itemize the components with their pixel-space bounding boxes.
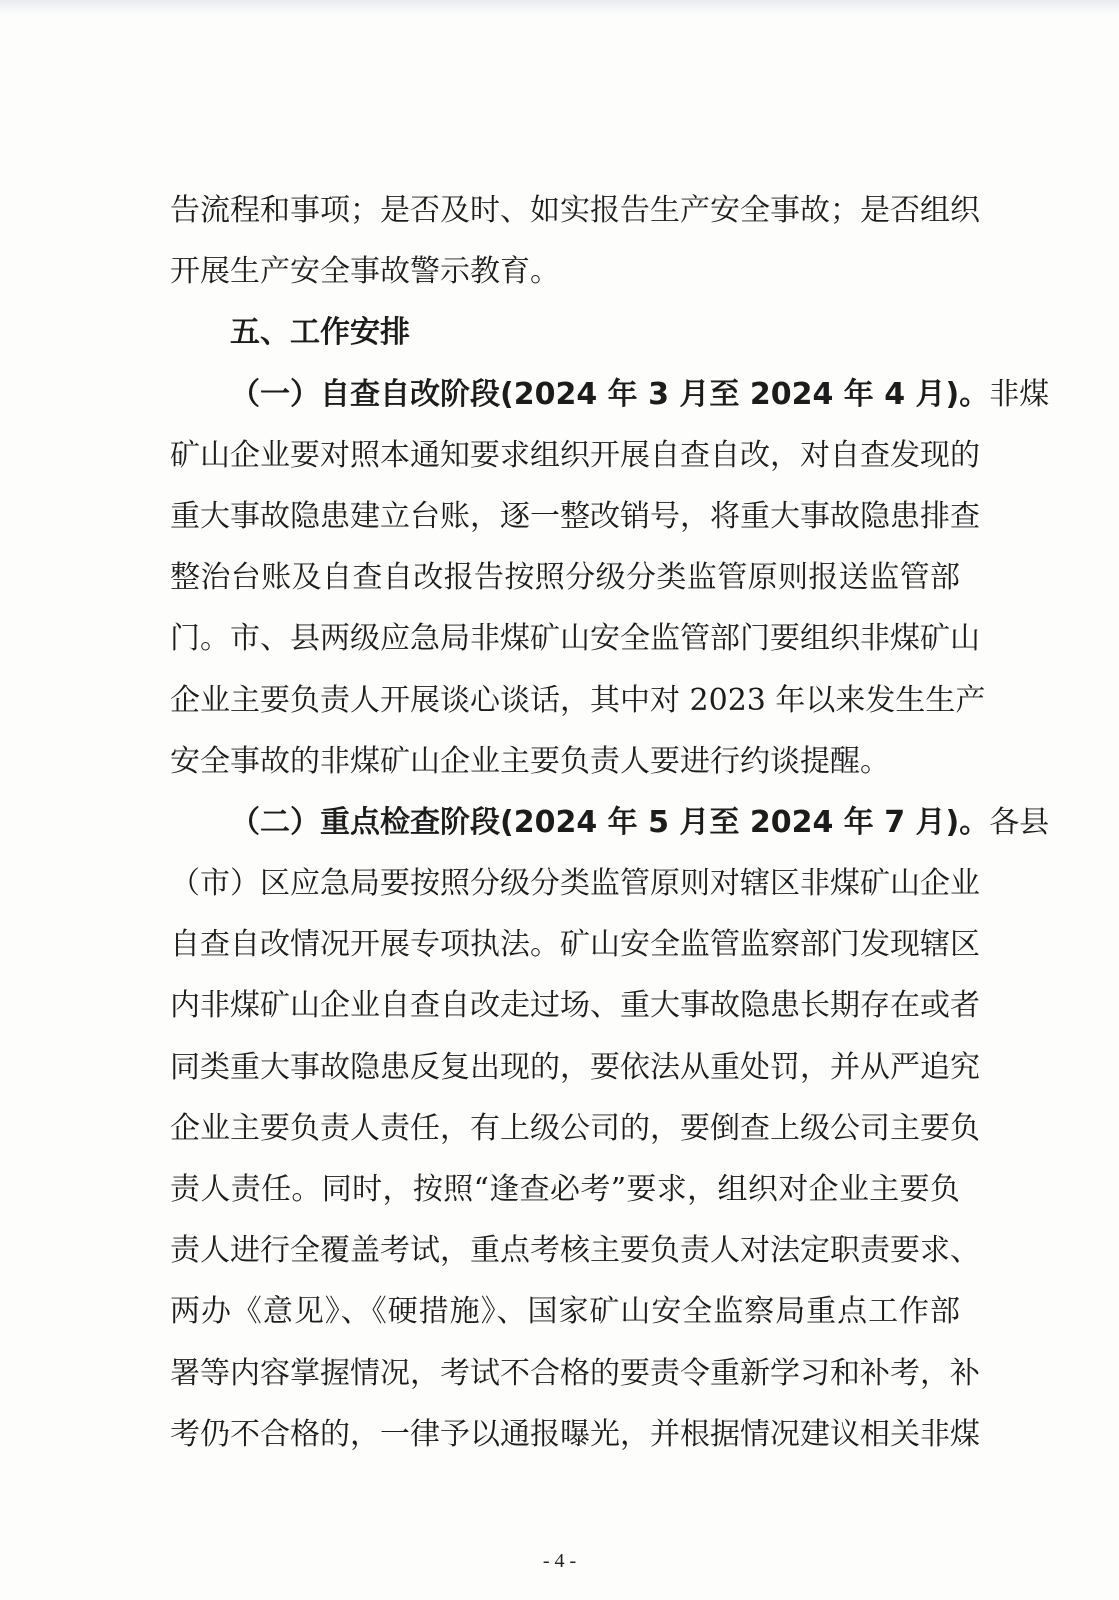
text-line: 矿山企业要对照本通知要求组织开展自查自改，对自查发现的	[170, 437, 980, 473]
section-2-title: （二）重点检查阶段(2024 年 5 月至 2024 年 7 月)。	[230, 804, 990, 840]
text-line: 考仍不合格的，一律予以通报曝光，并根据情况建议相关非煤	[170, 1416, 980, 1452]
text-line: 责人进行全覆盖考试，重点考核主要负责人对法定职责要求、	[170, 1233, 980, 1269]
text-line: 告流程和事项；是否及时、如实报告生产安全事故；是否组织	[170, 193, 980, 228]
section-1-first-line	[170, 364, 1050, 425]
section-2-first-line	[170, 792, 1050, 853]
text-line: 企业主要负责人开展谈心谈话，其中对 2023 年以来发生生产	[170, 682, 986, 718]
text-line: 整治台账及自查自改报告按照分级分类监管原则报送监管部	[170, 560, 960, 596]
text-line: 企业主要负责人责任，有上级公司的，要倒查上级公司主要负	[170, 1110, 980, 1146]
text-line: 同类重大事故隐患反复出现的，要依法从重处罚，并从严追究	[170, 1049, 980, 1085]
section-1-title: （一）自查自改阶段(2024 年 3 月至 2024 年 4 月)。	[230, 376, 990, 412]
text-line: 自查自改情况开展专项执法。矿山安全监管监察部门发现辖区	[170, 927, 980, 963]
page-number: - 4 -	[542, 1550, 577, 1572]
text-line: 门。市、县两级应急局非煤矿山安全监管部门要组织非煤矿山	[170, 621, 980, 657]
section-1-first-line-tail: 非煤	[989, 376, 1050, 412]
section-2-first-line-tail: 各县	[989, 804, 1050, 840]
text-line: 开展生产安全事故警示教育。	[170, 254, 560, 290]
text-line: 重大事故隐患建立台账，逐一整改销号，将重大事故隐患排查	[170, 498, 980, 534]
text-line: 署等内容掌握情况，考试不合格的要责令重新学习和补考，补	[170, 1355, 980, 1391]
document-body	[170, 180, 1050, 1465]
text-line: 责人责任。同时，按照“逢查必考”要求，组织对企业主要负	[170, 1172, 960, 1207]
text-line: （市）区应急局要按照分级分类监管原则对辖区非煤矿山企业	[170, 866, 980, 902]
text-line: 两办《意见》、《硬措施》、国家矿山安全监察局重点工作部	[170, 1294, 960, 1330]
text-line: 安全事故的非煤矿山企业主要负责人要进行约谈提醒。	[170, 743, 890, 779]
text-line: 内非煤矿山企业自查自改走过场、重大事故隐患长期存在或者	[170, 988, 980, 1024]
section-heading: 五、工作安排	[230, 315, 410, 351]
scan-edge-shadow	[0, 0, 1119, 14]
